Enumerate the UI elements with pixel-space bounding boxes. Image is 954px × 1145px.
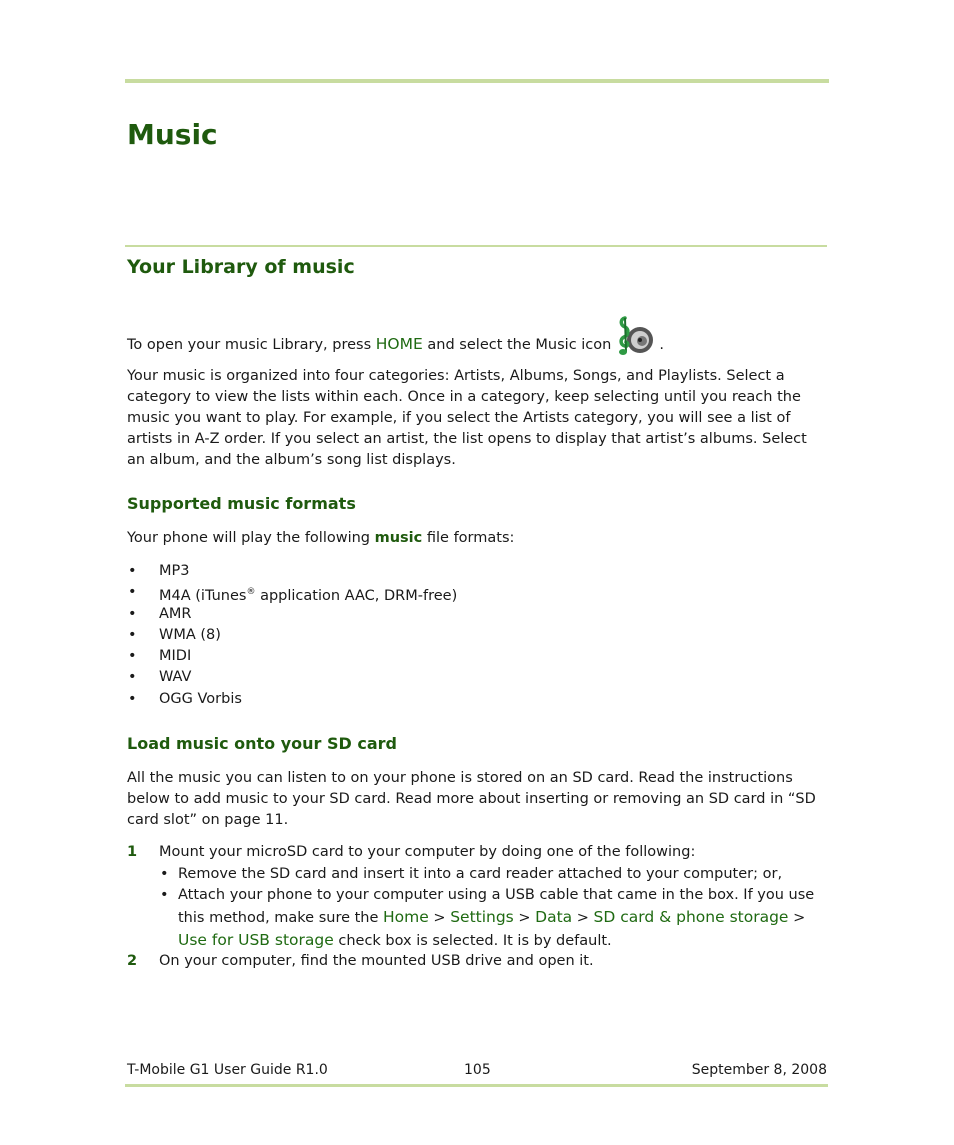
sub-bullet-text: Remove the SD card and insert it into a card reader attached to your computer; or,: [178, 866, 783, 882]
path-separator: >: [576, 910, 589, 926]
page-title: Music: [127, 118, 218, 151]
sub-bullet-1: [159, 863, 829, 885]
formats-intro-text: Your phone will play the following: [127, 530, 371, 546]
path-usb-storage: Use for USB storage: [178, 931, 334, 949]
footer-page-number: 105: [464, 1062, 491, 1078]
list-item: [127, 582, 457, 603]
load-paragraph: All the music you can listen to on your phone is stored on an SD card. Read the instructions below to add music to your SD card. Read more about inserting or removing an SD card in “SD card slot” on page 11.: [127, 770, 816, 828]
load-heading: Load music onto your SD card: [127, 734, 397, 753]
intro-text-2: and select the Music icon: [427, 337, 612, 353]
section-heading: Your Library of music: [127, 256, 355, 278]
list-item: [127, 667, 457, 688]
footer-left: T-Mobile G1 User Guide R1.0: [127, 1062, 328, 1078]
formats-intro: [127, 528, 827, 549]
step-2: [127, 951, 827, 972]
format-m4a: M4A (iTunes: [159, 588, 247, 605]
list-item: [127, 646, 457, 667]
music-emphasis: music: [374, 530, 423, 546]
path-data: Data: [535, 908, 573, 926]
format-midi: MIDI: [159, 648, 192, 665]
sub-bullet-text-before: Attach your phone to your computer using a USB cable that came in the box. If you use this method, make sure the: [178, 887, 815, 926]
path-separator: >: [793, 910, 806, 926]
list-item: [127, 625, 457, 646]
registered-mark: ®: [246, 587, 256, 598]
list-item: [127, 561, 457, 582]
top-rule: [125, 79, 829, 83]
intro-text: To open your music Library, press: [127, 337, 372, 353]
format-amr: AMR: [159, 605, 192, 622]
format-m4a-rest: application AAC, DRM-free): [260, 588, 458, 605]
formats-list: [127, 561, 457, 710]
intro-period: .: [659, 337, 664, 353]
list-item: [127, 689, 457, 710]
path-separator: >: [433, 910, 446, 926]
step-text: Mount your microSD card to your computer by doing one of the following:: [159, 844, 696, 860]
sub-bullet-text: [178, 884, 829, 952]
format-ogg: OGG Vorbis: [159, 690, 242, 707]
bullet-dot: •: [160, 866, 169, 882]
formats-intro-text-2: file formats:: [426, 530, 515, 546]
music-app-icon: [613, 314, 659, 358]
section-rule: [125, 245, 827, 247]
bottom-rule: [125, 1084, 828, 1087]
step-1: [127, 842, 827, 863]
intro-paragraph: [127, 332, 827, 358]
bullet-dot: •: [160, 887, 169, 903]
step-number: 1: [127, 844, 138, 860]
step-number: 2: [127, 953, 138, 969]
path-home: Home: [383, 908, 429, 926]
path-settings: Settings: [450, 908, 514, 926]
home-key: HOME: [375, 335, 423, 353]
library-paragraph: Your music is organized into four categories: Artists, Albums, Songs, and Playlists. Select a category to view the lists within each. Once in a category, keep selecting until you reach the music you want to play. For example, if you select the Artists category, you will see a list of artists in A-Z order. If you select an artist, the list opens to display that artist’s albums. Select an album, and the album’s song list displays.: [127, 368, 807, 468]
format-mp3: MP3: [159, 563, 190, 579]
sub-bullet-text-after: check box is selected. It is by default.: [338, 933, 612, 949]
path-sd-storage: SD card & phone storage: [593, 908, 789, 926]
list-item: [127, 604, 457, 625]
step-text: On your computer, find the mounted USB drive and open it.: [159, 953, 594, 969]
formats-heading: Supported music formats: [127, 494, 356, 513]
sub-bullet-2: [159, 884, 829, 952]
format-wav: WAV: [159, 669, 192, 686]
footer-date: September 8, 2008: [691, 1062, 827, 1078]
path-separator: >: [518, 910, 531, 926]
format-wma: WMA (8): [159, 626, 221, 643]
